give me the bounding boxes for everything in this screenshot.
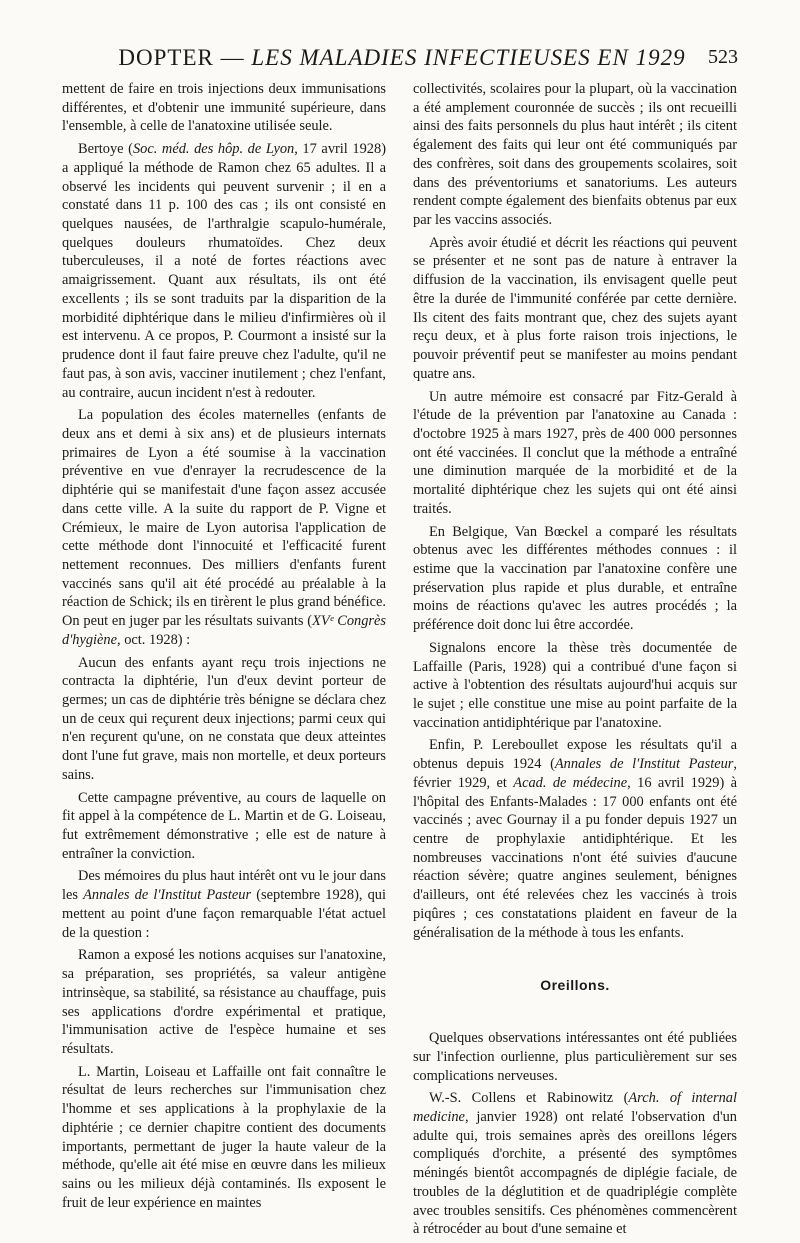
paragraph: Quelques observations intéressantes ont été publiées sur l'infection ourlienne, plus particulièrement sur ses complications nerveuses. <box>413 1030 737 1084</box>
left-column <box>62 80 386 1216</box>
running-title <box>118 45 685 71</box>
paragraph: collectivités, scolaires pour la plupart, où la vaccination a été amplement couronnée de succès ; ils ont recueilli ainsi des faits personnels du plus haut intérêt ; ils citent également des faits qui leur ont été communiqués par des confrères, soit dans des groupements scolaires, soit dans des préventoriums et sanatoriums. Les auteurs rendent compte également des bienfaits obtenus par eux par les vaccins associés. <box>413 81 737 229</box>
paragraph: Signalons encore la thèse très documentée de Laffaille (Paris, 1928) qui a contribué d'une façon si active à l'obtention des résultats aujourd'hui acquis sur le sujet ; elle constitue une mise au point parfaite de la vaccination antidiphtérique par l'anatoxine. <box>413 639 737 731</box>
paragraph: mettent de faire en trois injections deux immunisations différentes, et d'obtenir une immunité supérieure, dans l'ensemble, à celle de l'anatoxine utilisée seule. <box>62 81 386 135</box>
paragraph: Un autre mémoire est consacré par Fitz-Gerald à l'étude de la prévention par l'anatoxine au Canada : d'octobre 1925 à mars 1927, près de 400 000 personnes ont été vaccinées. Il conclut que la méthode a entraîné une diminution marquée de la morbidité et de la mortalité diphtérique chez les sujets qui ont été ainsi traités. <box>413 388 737 517</box>
citation: Annales de l'Institut Pasteur <box>554 756 734 773</box>
citation: Acad. de médecine <box>513 774 628 791</box>
page-number: 523 <box>708 46 738 68</box>
paragraph: Cette campagne préventive, au cours de laquelle on fit appel à la compétence de L. Martin et de G. Loiseau, fut extrêmement démonstrative ; elle est de nature à entraîner la conviction. <box>62 789 386 862</box>
paragraph: En Belgique, Van Bœckel a comparé les résultats obtenus avec les différentes méthodes connues : il estime que la vaccination par l'anatoxine confère une préservation plus rapide et plus durable, et entraîne moins de réactions qu'avec les autres procédés ; la préférence doit donc lui être accordée. <box>413 523 737 634</box>
paragraph: Bertoye (Soc. méd. des hôp. de Lyon, 17 avril 1928) a appliqué la méthode de Ramon chez 65 adultes. Il a observé les incidents qui peuvent survenir ; il en a constaté dans 11 p. 100 des cas ; ils ont consisté en quelques nausées, de l'arthralgie scapulo-humérale, quelques douleurs rhumatoïdes. Chez deux tuberculeuses, il a noté de fortes réactions avec amaigrissement. Quant aux résultats, ils ont été excellents ; ils se sont traduits par la disparition de la morbidité diphtérique dans le milieu d'infirmières où il est intervenu. A ce propos, P. Courmont a insisté sur la prudence dont il faut faire preuve chez l'adulte, qu'il ne faut pas, à son avis, vacciner inutilement ; chez l'enfant, au contraire, aucun incident n'est à redouter. <box>62 141 386 401</box>
paragraph: L. Martin, Loiseau et Laffaille ont fait connaître le résultat de leurs recherches sur l'immunisation chez l'homme et ses applications à la prophylaxie de la diphtérie ; ce dernier chapitre contient des documents importants, permettant de juger la haute valeur de la méthode, qu'elle ait été mise en œuvre dans les milieux sains ou les milieux déjà contaminés. Ils exposent le fruit de leur expérience en maintes <box>62 1063 386 1211</box>
paragraph: Ramon a exposé les notions acquises sur l'anatoxine, sa préparation, ses propriétés, sa valeur antigène intrinsèque, sa stabilité, sa résistance au chauffage, puis ses applications d'ordre expérimental et pratique, l'immunisation active de l'espèce humaine et ses résultats. <box>62 947 386 1057</box>
section-heading: Oreillons. <box>540 977 610 994</box>
citation: Arch. of internal medicine <box>413 1090 738 1125</box>
paragraph: Des mémoires du plus haut intérêt ont vu le jour dans les Annales de l'Institut Pasteur (septembre 1928), qui mettent au point d'une façon remarquable l'état actuel de la question : <box>62 868 386 941</box>
title-dash: — <box>213 45 252 70</box>
chapter-title: LES MALADIES INFECTIEUSES EN 1929 <box>251 45 686 70</box>
paragraph: La population des écoles maternelles (enfants de deux ans et demi à six ans) et de plusieurs internats primaires de Lyon a été soumise à la vaccination préventive en vue d'enrayer la recrudescence de la diphtérie qui se manifestait d'une façon assez accusée dans cette ville. A la suite du rapport de P. Vigne et Crémieux, le maire de Lyon autorisa l'application de cette méthode dont l'innocuité et l'efficacité furent nettement reconnues. Des milliers d'enfants furent vaccinés sans qu'il ait été procédé au préalable à la réaction de Schick; ils en tirèrent le plus grand bénéfice. On peut en juger par les résultats suivants (XVᵉ Congrès d'hygiène, oct. 1928) : <box>62 407 386 648</box>
paragraph: Aucun des enfants ayant reçu trois injections ne contracta la diphtérie, l'un d'eux devint porteur de germes; un cas de diphtérie très bénigne se déclara chez un de ceux qui reçurent deux injections; parmi ceux qui n'en reçurent qu'une, on ne constata que deux atteintes dont l'une fut grave, mais non mortelle, et deux porteurs sains. <box>62 654 386 783</box>
running-header <box>62 38 742 78</box>
author-name: DOPTER <box>118 45 214 70</box>
paragraph: W.-S. Collens et Rabinowitz (Arch. of internal medicine, janvier 1928) ont relaté l'observation d'un adulte qui, trois semaines après des oreillons légers compliqués d'orchite, a présenté des symptômes méningés bientôt accompagnés de diplégie faciale, de troubles de la déglutition et de quadriplégie complète avec troubles sensitifs. Ces phénomènes commencèrent à rétrocéder au bout d'une semaine et <box>413 1090 738 1238</box>
citation: XVᵉ Congrès d'hygiène <box>62 613 386 648</box>
right-column <box>413 80 737 1243</box>
paragraph: Après avoir étudié et décrit les réactions qui peuvent se présenter et ne sont pas de nature à entraver la diffusion de la vaccination, ils envisagent quelle peut être la durée de l'immunité conférée par cette dernière. Ils citent des faits montrant que, chez des sujets ayant reçu deux, et à plus forte raison trois injections, le pouvoir préventif peut se manifester au moins pendant quatre ans. <box>413 234 737 382</box>
citation: Soc. méd. des hôp. de Lyon <box>132 141 295 158</box>
paragraph: Enfin, P. Lereboullet expose les résultats qu'il a obtenus depuis 1924 (Annales de l'Institut Pasteur, février 1929, et Acad. de médecine, 16 avril 1929) à l'hôpital des Enfants-Malades : 17 000 enfants ont été vaccinés ; avec Gournay il a pu fonder depuis 1927 un centre de prophylaxie antidiphtérique. Et les nombreuses vaccinations n'ont été suivies d'aucune réaction sévère; quatre angines seulement, bénignes d'ailleurs, ont été relevées chez les vaccinés à trois piqûres ; ces constatations plaident en faveur de la généralisation de la méthode à tous les enfants. <box>413 737 738 941</box>
citation: Annales de l'Institut Pasteur <box>83 887 252 904</box>
